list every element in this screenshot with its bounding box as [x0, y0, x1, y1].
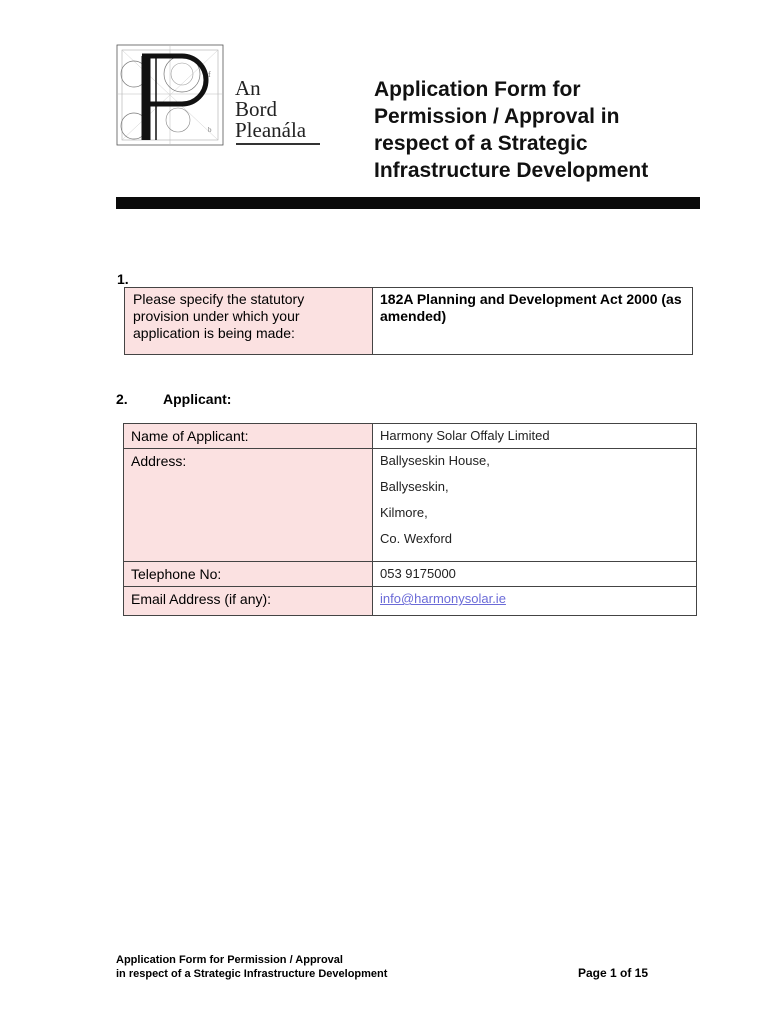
header-divider	[116, 197, 700, 209]
telephone-value[interactable]: 053 9175000	[380, 566, 456, 581]
applicant-name-label: Name of Applicant:	[124, 424, 373, 448]
table-row	[124, 448, 696, 561]
footer-document-title	[116, 953, 387, 981]
footer-line: in respect of a Strategic Infrastructure Development	[116, 968, 388, 980]
address-line: Co. Wexford	[380, 531, 453, 546]
page-title	[374, 76, 714, 184]
address-line: Ballyseskin,	[380, 479, 449, 494]
section-2-title: Applicant:	[163, 391, 232, 407]
table-row	[124, 424, 696, 448]
logo-word: Pleanála	[235, 118, 307, 142]
applicant-table	[123, 423, 697, 616]
section-2-heading	[116, 391, 232, 407]
address-label: Address:	[124, 449, 373, 561]
statutory-provision-value[interactable]: 182A Planning and Development Act 2000 (as amended)	[380, 291, 682, 324]
svg-text:b: b	[208, 126, 212, 134]
an-bord-pleanala-logo	[116, 44, 224, 146]
table-row	[124, 561, 696, 586]
statutory-provision-table	[124, 287, 693, 355]
page-number: Page 1 of 15	[578, 966, 649, 980]
section-1-number: 1.	[117, 271, 129, 287]
address-line: Kilmore,	[380, 505, 428, 520]
telephone-label: Telephone No:	[124, 562, 373, 586]
logo-wordmark	[235, 78, 306, 141]
title-line: Permission / Approval in	[374, 105, 620, 128]
logo-word: An	[235, 76, 261, 100]
footer-line: Application Form for Permission / Approval	[116, 954, 343, 966]
svg-text:f: f	[208, 70, 211, 79]
address-line: Ballyseskin House,	[380, 453, 490, 468]
logo-underline	[236, 143, 320, 145]
table-row	[124, 586, 696, 615]
address-value[interactable]	[373, 449, 696, 561]
email-link[interactable]: info@harmonysolar.ie	[380, 591, 506, 606]
title-line: Application Form for	[374, 78, 581, 101]
title-line: respect of a Strategic	[374, 132, 588, 155]
applicant-name-value[interactable]: Harmony Solar Offaly Limited	[380, 428, 550, 443]
statutory-provision-label: Please specify the statutory provision under which your application is being made:	[125, 288, 373, 354]
section-2-number: 2.	[116, 391, 128, 407]
email-cell	[373, 587, 696, 615]
logo-word: Bord	[235, 97, 277, 121]
title-line: Infrastructure Development	[374, 159, 649, 182]
email-label: Email Address (if any):	[124, 587, 373, 615]
